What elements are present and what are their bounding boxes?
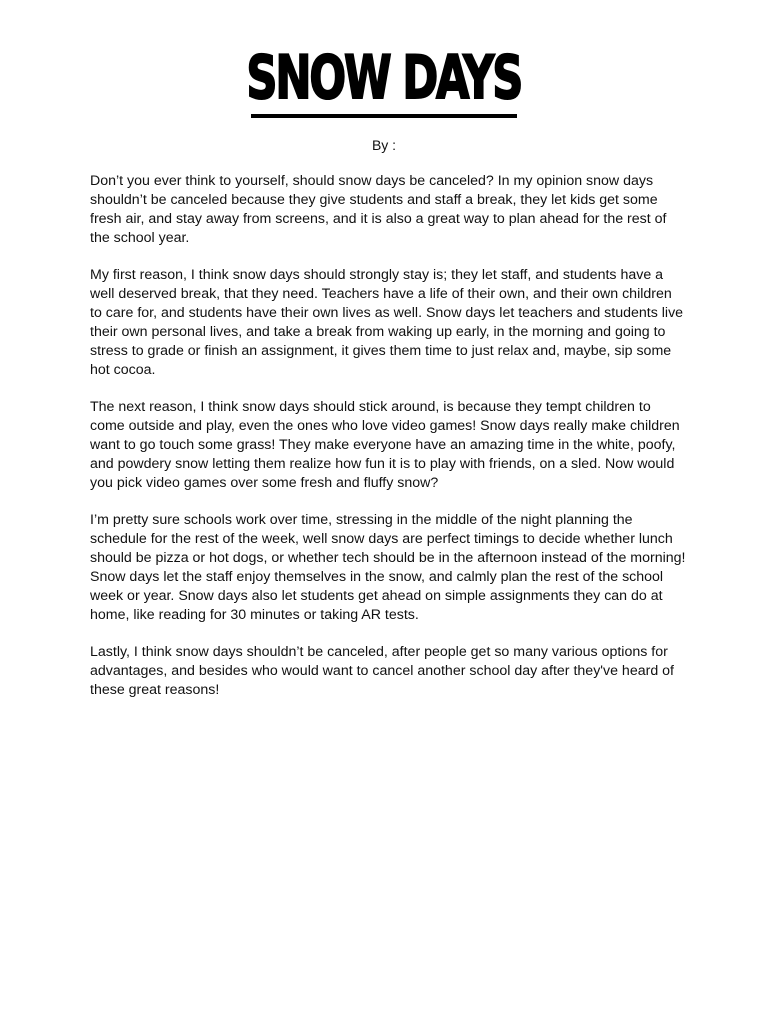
essay-body [90,172,686,718]
title-container [0,43,768,113]
paragraph-planning: I’m pretty sure schools work over time, stressing in the middle of the night planning the schedule for the rest of the week, well snow days are perfect timings to decide whether lunch should be pizza or hot dogs, or whether tech should be in the afternoon instead of the morning! Snow days let the staff enjoy themselves in the snow, and calmly plan the rest of the school week or year. Snow days also let students get ahead on simple assignments they can do at home, like reading for 30 minutes or taking AR tests. [90,512,686,623]
page-title: SNOW DAYS [246,43,522,113]
paragraph-next-reason: The next reason, I think snow days should stick around, is because they tempt children to come outside and play, even the ones who love video games! Snow days really make children want to go touch some grass! They make everyone have an amazing time in the white, poofy, and powdery snow letting them realize how fun it is to play with friends, on a sled. Now would you pick video games over some fresh and fluffy snow? [90,399,680,491]
byline: By : [371,137,397,153]
paragraph-conclusion: Lastly, I think snow days shouldn’t be canceled, after people get so many various options for advantages, and besides who would want to cancel another school day after they've heard of these great reasons! [90,644,674,698]
paragraph-first-reason: My first reason, I think snow days should strongly stay is; they let staff, and students have a well deserved break, that they need. Teachers have a life of their own, and their own children to care for, and students have their own lives as well. Snow days let teachers and students live their own personal lives, and take a break from waking up early, in the morning and going to stress to grade or finish an assignment, it gives them time to just relax and, maybe, sip some hot cocoa. [90,267,684,378]
title-underline [251,114,517,118]
paragraph-intro: Don’t you ever think to yourself, should snow days be canceled? In my opinion snow days shouldn’t be canceled because they give students and staff a break, they let kids get some fresh air, and stay away from screens, and it is also a great way to plan ahead for the rest of the school year. [90,173,667,246]
